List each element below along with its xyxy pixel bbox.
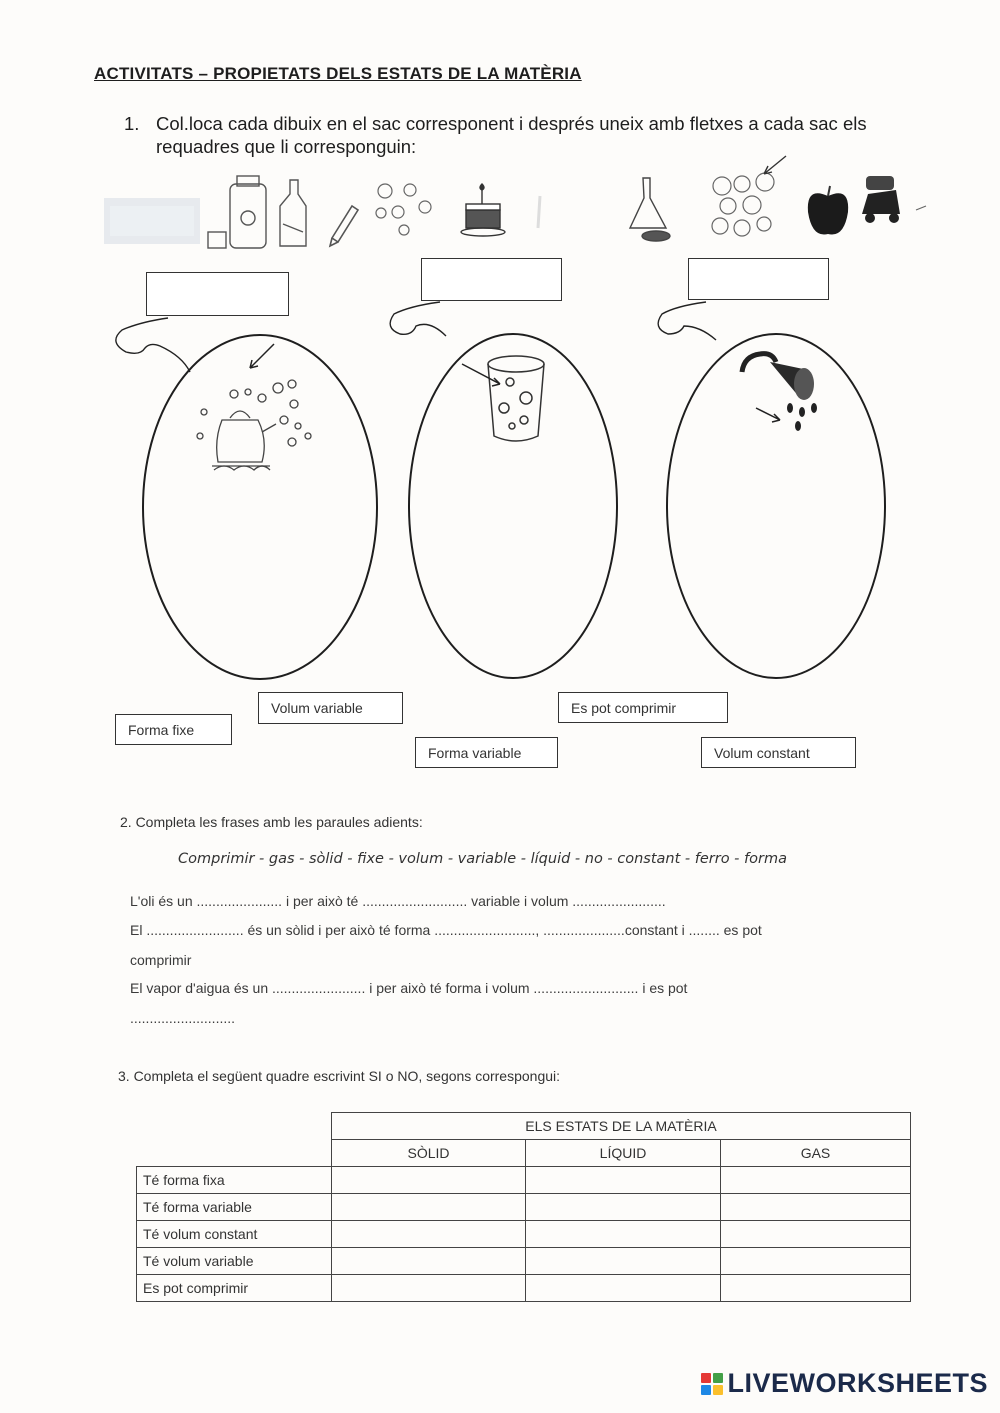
row-label: Té forma fixa [137, 1167, 332, 1194]
arrow-icon [764, 156, 786, 174]
sentence-2-continuation: comprimir [130, 952, 192, 968]
sentence-3[interactable]: El vapor d'aigua és un ........................ i per això té forma i volum ........................... i es pot [130, 980, 688, 996]
box-volum-variable[interactable]: Volum variable [258, 692, 403, 724]
logo-square-3 [701, 1385, 711, 1395]
arrow-icon [756, 408, 780, 422]
table-row [137, 1275, 911, 1302]
glass-drawing [488, 356, 544, 441]
answer-cell[interactable] [721, 1167, 911, 1194]
bag-oval-3 [667, 334, 885, 678]
column-header-gas: GAS [721, 1140, 911, 1167]
liveworksheets-logo-icon [701, 1373, 723, 1395]
table-row [137, 1194, 911, 1221]
box-es-pot-comprimir[interactable]: Es pot comprimir [558, 692, 728, 723]
bag-label-box-3[interactable] [688, 258, 829, 300]
table-row [137, 1167, 911, 1194]
bag-oval-1 [143, 335, 377, 679]
bag-string-2 [390, 302, 446, 336]
answer-cell[interactable] [721, 1275, 911, 1302]
question-1-text: Col.loca cada dibuix en el sac corresponent i després uneix amb fletxes a cada sac els requadres que li corresponguin: [156, 113, 867, 157]
bag-oval-2 [409, 334, 617, 678]
tall-bottle-drawing [280, 180, 306, 246]
answer-cell[interactable] [721, 1248, 911, 1275]
question-1-number: 1. [124, 113, 140, 134]
faded-block-drawing [104, 198, 200, 244]
bottle-drawing [208, 176, 266, 248]
balloons-drawing [376, 184, 431, 235]
sentence-3-continuation[interactable]: ........................... [130, 1010, 236, 1026]
row-label: Té volum variable [137, 1248, 332, 1275]
box-forma-variable[interactable]: Forma variable [415, 737, 558, 768]
arrow-icon [250, 344, 274, 368]
question-3-instruction: 3. Completa el següent quadre escrivint SI o NO, segons correspongui: [118, 1068, 561, 1084]
row-label: Té volum constant [137, 1221, 332, 1248]
logo-square-4 [713, 1385, 723, 1395]
question-2-instruction: 2. Completa les frases amb les paraules adients: [120, 814, 423, 830]
answer-cell[interactable] [526, 1275, 721, 1302]
answer-cell[interactable] [332, 1248, 526, 1275]
answer-cell[interactable] [526, 1221, 721, 1248]
column-header-liquid: LÍQUID [526, 1140, 721, 1167]
bag-label-box-2[interactable] [421, 258, 562, 301]
pencil-drawing [330, 206, 358, 246]
apple-drawing [808, 186, 848, 235]
row-label: Es pot comprimir [137, 1275, 332, 1302]
answer-cell[interactable] [721, 1194, 911, 1221]
word-list: Comprimir - gas - sòlid - fixe - volum - variable - líquid - no - constant - ferro - forma [178, 851, 787, 867]
page-title: ACTIVITATS – PROPIETATS DELS ESTATS DE LA MATÈRIA [94, 64, 582, 83]
answer-cell[interactable] [526, 1167, 721, 1194]
flask-drawing [630, 178, 670, 241]
column-header-solid: SÒLID [332, 1140, 526, 1167]
answer-cell[interactable] [332, 1167, 526, 1194]
car-drawing [862, 176, 926, 223]
kettle-drawing [197, 380, 311, 470]
bubbles-drawing [712, 173, 774, 236]
answer-cell[interactable] [332, 1194, 526, 1221]
sentence-2[interactable]: El ......................... és un sòlid i per això té forma .........................., .....................constant i ........ es pot [130, 922, 762, 938]
logo-square-2 [713, 1373, 723, 1383]
answer-cell[interactable] [332, 1221, 526, 1248]
answer-cell[interactable] [332, 1275, 526, 1302]
table-row [137, 1248, 911, 1275]
bag-label-box-1[interactable] [146, 272, 289, 316]
table-title: ELS ESTATS DE LA MATÈRIA [332, 1113, 911, 1140]
table-row [137, 1221, 911, 1248]
bag-string-1 [116, 318, 190, 372]
box-forma-fixe[interactable]: Forma fixe [115, 714, 232, 745]
answer-cell[interactable] [526, 1194, 721, 1221]
row-label: Té forma variable [137, 1194, 332, 1221]
footer-brand-text: LIVEWORKSHEETS [727, 1368, 988, 1398]
cake-drawing [461, 184, 505, 236]
arrow-icon [462, 364, 500, 386]
answer-cell[interactable] [721, 1221, 911, 1248]
footer-brand [701, 1368, 988, 1399]
states-table [136, 1112, 911, 1302]
logo-square-1 [701, 1373, 711, 1383]
shower-drawing [742, 354, 817, 431]
answer-cell[interactable] [526, 1248, 721, 1275]
box-volum-constant[interactable]: Volum constant [701, 737, 856, 768]
sentence-1[interactable]: L'oli és un ...................... i per això té ........................... variable i volum ........................ [130, 893, 666, 909]
bag-string-3 [658, 302, 716, 340]
